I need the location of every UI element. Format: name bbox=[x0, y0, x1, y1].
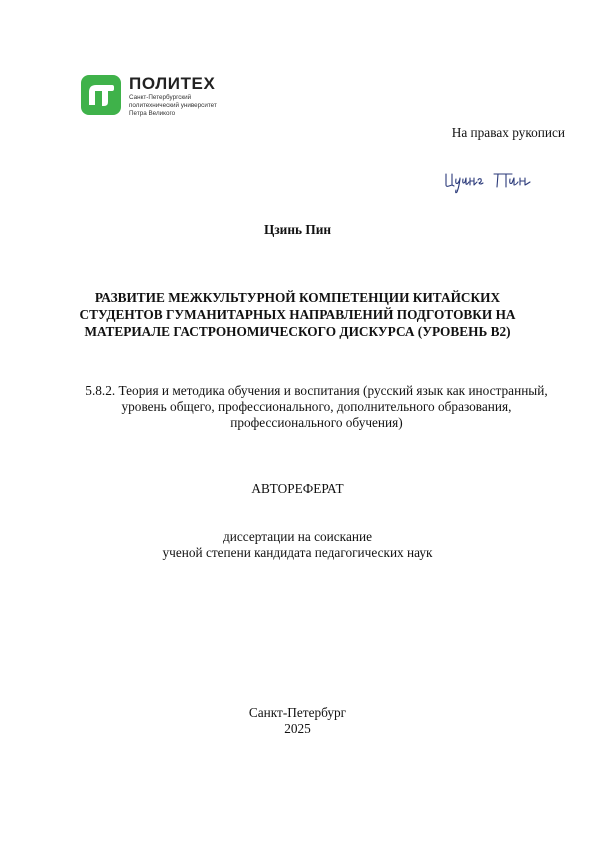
title-line: СТУДЕНТОВ ГУМАНИТАРНЫХ НАПРАВЛЕНИЙ ПОДГОТОВКИ НА bbox=[79, 307, 516, 322]
place-and-year bbox=[0, 705, 595, 737]
specialty-code bbox=[60, 383, 573, 431]
degree-purpose bbox=[0, 529, 595, 561]
title-line: РАЗВИТИЕ МЕЖКУЛЬТУРНОЙ КОМПЕТЕНЦИИ КИТАЙСКИХ bbox=[94, 290, 501, 305]
polytech-logo-icon bbox=[81, 75, 121, 115]
specialty-line: 5.8.2. Теория и методика обучения и воспитания (русский язык как иностранный, bbox=[85, 383, 548, 398]
specialty-line: профессионального обучения) bbox=[230, 415, 403, 430]
manuscript-rights-note: На правах рукописи bbox=[451, 125, 565, 140]
city: Санкт-Петербург bbox=[248, 705, 347, 720]
author-name: Цзинь Пин bbox=[263, 222, 332, 237]
university-logo bbox=[81, 75, 251, 119]
logo-subtitle-line: Петра Великого bbox=[129, 110, 176, 117]
logo-subtitle-line: политехнический университет bbox=[129, 102, 217, 109]
purpose-line: ученой степени кандидата педагогических наук bbox=[162, 545, 433, 560]
purpose-line: диссертации на соискание bbox=[223, 529, 372, 544]
logo-subtitle bbox=[129, 94, 259, 118]
title-line: МАТЕРИАЛЕ ГАСТРОНОМИЧЕСКОГО ДИСКУРСА (УРОВЕНЬ В2) bbox=[84, 324, 511, 339]
specialty-line: уровень общего, профессионального, дополнительного образования, bbox=[121, 399, 512, 414]
handwritten-signature bbox=[442, 168, 538, 196]
dissertation-title bbox=[70, 289, 525, 340]
year: 2025 bbox=[284, 721, 311, 736]
logo-name: ПОЛИТЕХ bbox=[129, 74, 216, 93]
document-type: АВТОРЕФЕРАТ bbox=[251, 481, 344, 496]
logo-subtitle-line: Санкт-Петербургский bbox=[129, 94, 192, 101]
